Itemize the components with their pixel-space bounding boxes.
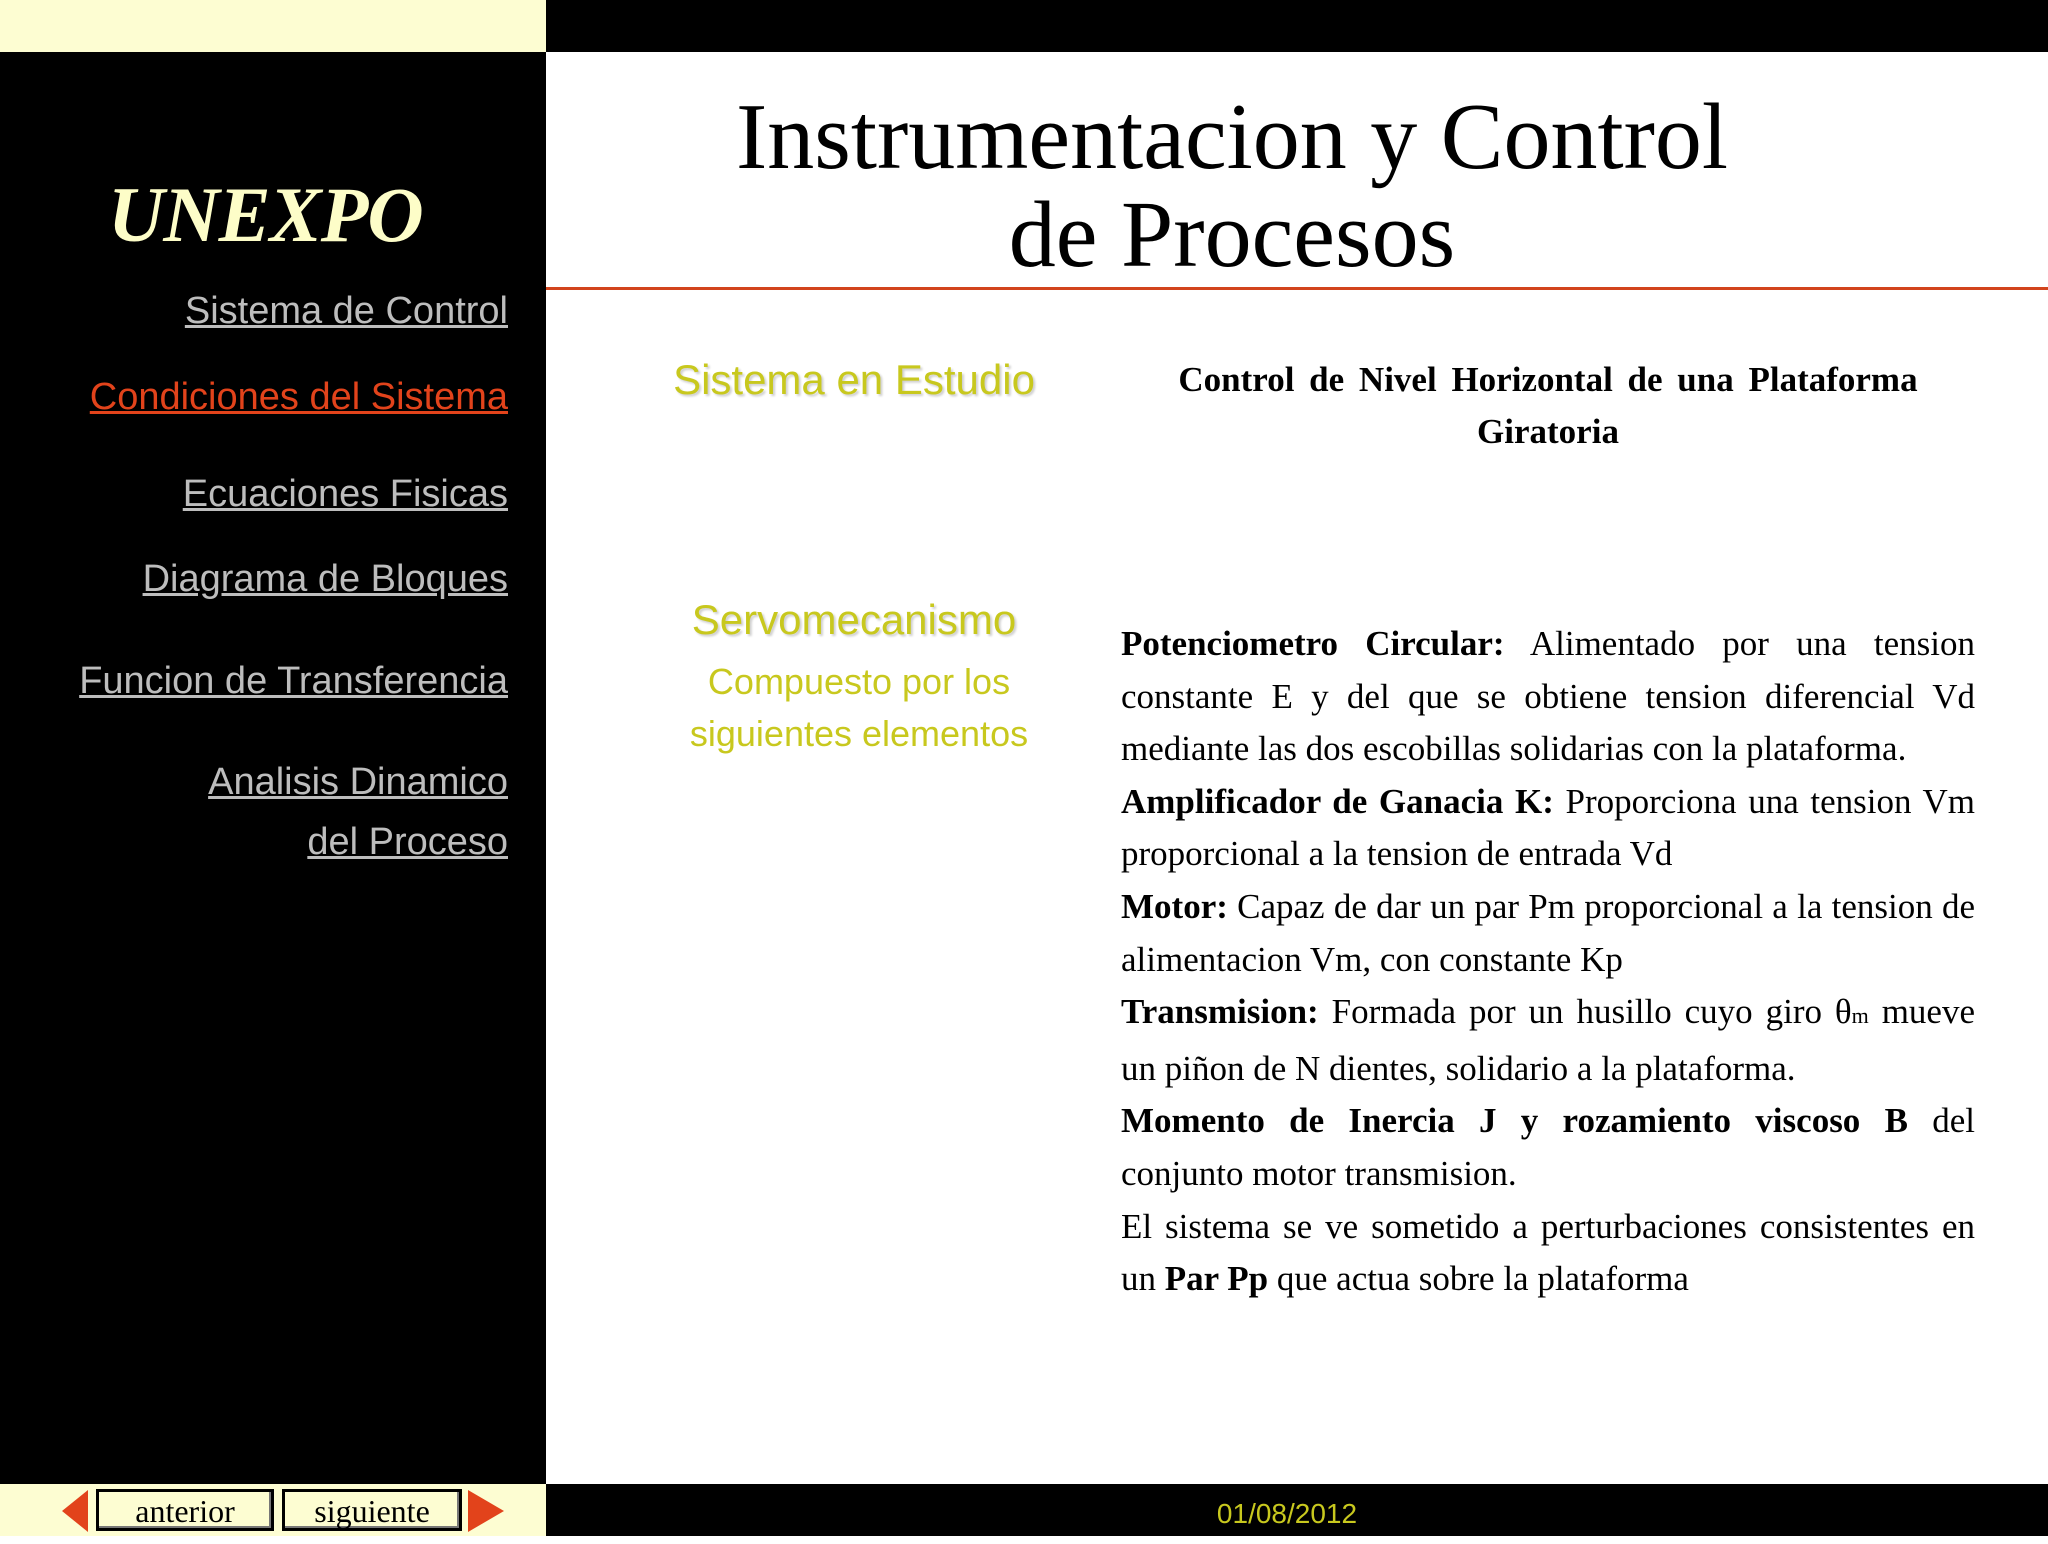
sidebar [0, 52, 546, 1484]
servo-subtitle [646, 656, 1072, 760]
sidebar-item-sistema-de-control[interactable]: Sistema de Control [184, 290, 508, 332]
item-text: del conjunto motor transmision. [1121, 1101, 1975, 1193]
next-button[interactable]: siguiente [282, 1489, 462, 1531]
servo-heading: Servomecanismo [691, 596, 1017, 643]
item-subscript: m [1851, 1003, 1869, 1029]
page-title [546, 85, 1918, 287]
closing-paragraph [1121, 1201, 1975, 1306]
next-arrow-icon[interactable] [468, 1490, 504, 1532]
page-title-line-2: de Procesos [1008, 183, 1456, 287]
top-bar [546, 0, 2048, 52]
footer-date: 01/08/2012 [1216, 1498, 1358, 1529]
item-amplificador [1121, 776, 1975, 881]
item-term: Amplificador de Ganacia K: [1121, 781, 1554, 821]
logo: UNEXPO [108, 171, 423, 258]
servo-subtitle-line-2: siguientes elementos [689, 713, 1029, 754]
sidebar-item-ecuaciones-fisicas[interactable]: Ecuaciones Fisicas [182, 473, 508, 515]
item-term: Motor: [1121, 886, 1228, 926]
prev-arrow-icon[interactable] [62, 1490, 88, 1532]
item-term: Potenciometro Circular: [1121, 624, 1505, 663]
item-text: Formada por un husillo cuyo giro θ [1318, 992, 1852, 1032]
item-term: Transmision: [1121, 992, 1319, 1032]
top-left-band [0, 0, 546, 52]
item-text: Proporciona una tension Vm proporcional a la tension de entrada Vd [1121, 781, 1975, 874]
title-divider [546, 287, 2048, 290]
sidebar-item-del-proceso[interactable]: del Proceso [307, 821, 508, 863]
section-heading: Sistema en Estudio [673, 356, 1035, 403]
item-potenciometro [1121, 618, 1975, 776]
item-text: Capaz de dar un par Pm proporcional a la tension de alimentacion Vm, con constante Kp [1121, 886, 1975, 979]
sidebar-item-funcion-de-transferencia[interactable]: Funcion de Transferencia [79, 660, 508, 702]
closing-post: que actua sobre la plataforma [1268, 1259, 1689, 1299]
item-text-cont: mueve un piñon de N dientes, solidario a la plataforma. [1121, 992, 1976, 1088]
item-term: Momento de Inercia J y rozamiento viscoso B [1121, 1101, 1908, 1141]
closing-pre: El sistema se ve sometido a perturbaciones consistentes en un [1121, 1206, 1975, 1299]
sidebar-nav [0, 52, 508, 1484]
servo-subtitle-line-1: Compuesto por los [707, 661, 1011, 702]
page-title-line-1: Instrumentacion y Control [735, 85, 1729, 189]
sidebar-item-analisis-dinamico[interactable]: Analisis Dinamico [208, 761, 508, 803]
component-description [1121, 618, 1975, 1306]
subject-title: Control de Nivel Horizontal de una Plataforma Giratoria [1178, 360, 1918, 451]
closing-term: Par Pp [1164, 1259, 1269, 1299]
sidebar-item-condiciones-del-sistema[interactable]: Condiciones del Sistema [89, 376, 508, 418]
item-motor [1121, 881, 1975, 986]
item-momento-inercia [1121, 1095, 1975, 1200]
prev-button[interactable]: anterior [96, 1489, 274, 1531]
sidebar-item-diagrama-de-bloques[interactable]: Diagrama de Bloques [142, 558, 508, 600]
item-text: Alimentado por una tension constante E y del que se obtiene tension diferencial Vd mediante las dos escobillas solidarias con la plataforma. [1121, 624, 1976, 769]
item-transmision [1121, 986, 1975, 1095]
